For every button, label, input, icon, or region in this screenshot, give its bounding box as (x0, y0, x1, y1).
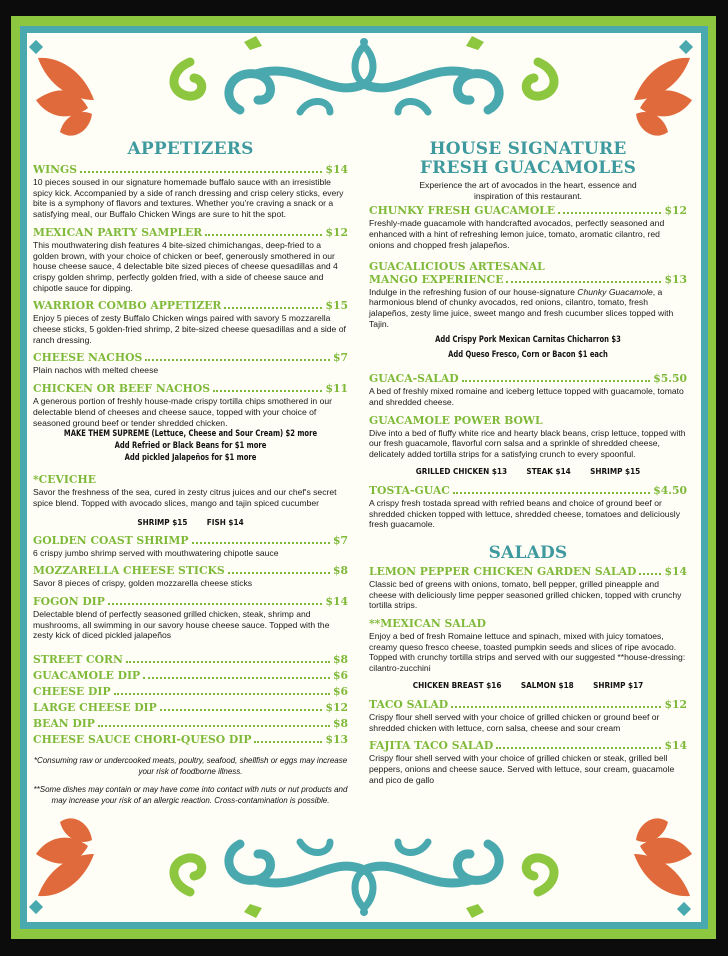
item-name: MEXICAN PARTY SAMPLER (33, 225, 203, 239)
item-description: Savor 8 pieces of crispy, golden mozzarella cheese sticks (33, 578, 253, 589)
item-addon: MAKE THEM SUPREME (Lettuce, Cheese and Sour Cream) $2 more (63, 429, 318, 440)
item-price: $6 (332, 669, 348, 683)
menu-item-sampler (33, 226, 348, 294)
item-option: SALMON $18 (520, 679, 574, 690)
item-description: Enjoy a bed of fresh Romaine lettuce and spinach, mixed with juicy tomatoes, creamy queso fresco cheese, toasted pumpkin seeds and slices of ripe avocado. Topped with crunchy tortilla strips and served with our suggested **house-dressing: cilantro-zucchini (369, 631, 686, 674)
item-name: BEAN DIP (33, 717, 95, 731)
item-name: LARGE CHEESE DIP (33, 701, 157, 715)
item-price: $11 (325, 382, 348, 396)
item-name: WARRIOR COMBO APPETIZER (33, 299, 222, 313)
item-price: $14 (325, 163, 348, 176)
item-name: GUACAMOLE POWER BOWL (369, 413, 543, 427)
menu-item-mozzarella (33, 564, 348, 589)
item-addon: Add Queso Fresco, Corn or Bacon $1 each (448, 350, 608, 361)
item-description: Indulge in the refreshing fusion of our house-signature Chunky Guacamole, a harmonious blend of chunky avocados, red onions, cilantro, tomato, fresh jalapeños, zesty lime juice, sweet mango and fresh cucumber slices topped with Tajin. (369, 286, 674, 329)
menu-item-cb-nachos (33, 382, 348, 464)
item-option: GRILLED CHICKEN $13 (415, 465, 508, 476)
menu-item-tosta-guac (369, 484, 687, 530)
item-description: Savor the freshness of the sea, cured in zesty citrus juices and our chef's secret spice blend. Topped with avocado slices, mango and tajin spiced cucumber (33, 487, 337, 508)
item-price: $12 (664, 204, 687, 218)
item-price: $6 (332, 685, 348, 699)
guacamole-intro: Experience the art of avocados in the heart, essence and inspiration of this restaurant. (419, 180, 637, 201)
item-description: Plain nachos with melted cheese (33, 365, 159, 376)
menu-item-wings (33, 163, 348, 220)
guacamole-heading-1: HOUSE SIGNATURE (429, 139, 627, 159)
item-description: Crispy flour shell served with your choice of grilled chicken or ground beef or shredded chicken with lettuce, corn salsa, cheese and sour cream (369, 711, 660, 733)
item-description: Enjoy 5 pieces of zesty Buffalo Chicken wings paired with savory 5 mozzarella cheese sticks, 5 golden-fried shrimp, 2 bite-sized cheese quesadillas and a side of ranch dressing. (33, 313, 346, 345)
item-option: FISH $14 (206, 516, 244, 527)
appetizers-heading: APPETIZERS (127, 139, 254, 159)
allergen-warning: **Some dishes may contain or may have come into contact with nuts or nut products and may increase your risk of an allergic reaction. Cross-contamination is possible. (33, 785, 348, 805)
menu-item-artisanal-guac (369, 260, 687, 364)
item-name: FAJITA TACO SALAD (369, 739, 494, 753)
item-name: WINGS (33, 163, 78, 176)
bottom-scroll-ornament-icon (174, 842, 554, 908)
item-name: MOZZARELLA CHEESE STICKS (33, 564, 225, 578)
item-name: FOGON DIP (33, 595, 105, 609)
item-price: $13 (325, 733, 348, 747)
item-description: A crispy fresh tostada spread with refried beans and choice of ground beef or shredded chicken topped with lettuce, shredded cheese, tomatoes and deliciously fresh guacamole. (369, 497, 681, 530)
item-price: $15 (325, 299, 348, 313)
menu-item-ceviche (33, 473, 348, 526)
item-price: $14 (325, 595, 348, 609)
item-description: Dive into a bed of fluffy white rice and hearty black beans, crisp lettuce, topped with our fresh guacamole, flavorful corn salsa and a sprinkle of shredded cheese, delicately added tortilla strips for a satisfying crunch to every spoonful. (369, 427, 686, 460)
menu-item-taco-salad (369, 698, 687, 733)
item-name: CHEESE SAUCE CHORI-QUESO DIP (33, 733, 252, 747)
item-option: CHICKEN BREAST $16 (412, 679, 502, 690)
item-name: MANGO EXPERIENCE (369, 272, 504, 286)
top-left-petals-icon (36, 58, 94, 136)
menu-item-guaca-salad (369, 372, 687, 407)
item-description: Delectable blend of perfectly seasoned grilled chicken, steak, shrimp and mushrooms, all swimming in our savory house cheese sauce. Topped with the zesty kick of diced pickled jalapeños (33, 609, 330, 641)
item-price: $14 (664, 739, 687, 753)
menu-item-power-bowl (369, 414, 687, 476)
item-price: $5.50 (653, 372, 687, 386)
item-name: CHEESE NACHOS (33, 351, 143, 365)
foodborne-warning: *Consuming raw or undercooked meats, poultry, seafood, shellfish or eggs may increase your risk of foodborne illness. (33, 756, 348, 776)
item-name: *CEVICHE (33, 473, 96, 487)
menu-item-bean-dip (33, 717, 348, 730)
item-name: **MEXICAN SALAD (369, 617, 487, 631)
item-name: CHUNKY FRESH GUACAMOLE (369, 204, 556, 218)
item-description: A generous portion of freshly house-made crispy tortilla chips smothered in our delectable blend of cheeses and cheese sauce, topped with your choice of seasoned ground beef or tender shredded chicken. (33, 396, 333, 428)
item-price: $4.50 (653, 483, 687, 497)
menu-item-fogon (33, 595, 348, 641)
menu-item-large-cheese-dip (33, 701, 348, 714)
menu-item-cheese-dip (33, 685, 348, 698)
appetizers-column (33, 140, 348, 806)
menu-item-cheese-nachos (33, 351, 348, 376)
item-name: LEMON PEPPER CHICKEN GARDEN SALAD (369, 564, 637, 578)
item-name: TOSTA-GUAC (369, 483, 450, 497)
item-name: TACO SALAD (369, 697, 449, 711)
item-description: A bed of freshly mixed romaine and iceberg lettuce topped with guacamole, tomato and shredded cheese. (369, 386, 684, 408)
menu-item-mexican-salad (369, 617, 687, 690)
item-price: $8 (332, 564, 348, 578)
item-option: SHRIMP $17 (593, 679, 644, 690)
guacamole-heading-2: FRESH GUACAMOLES (419, 158, 637, 178)
item-description: 10 pieces soused in our signature homemade buffalo sauce with an irresistible spicy kick. Accompanied by a side of ranch dressing and crisp celery sticks, every bite is a symphony of flavors and textures. Whether you're craving a snack or a satisfying meal, our Buffalo Chicken Wings are sure to hit the spot. (33, 177, 344, 220)
item-price: $12 (325, 225, 348, 239)
bottom-right-petals-icon (634, 818, 692, 896)
item-description: Crispy flour shell served with your choice of grilled chicken or steak, grilled bell peppers, onions and cheese sauce. Served with lettuce, sour cream, guacamole and pico de gallo (369, 753, 675, 785)
menu-item-lemon-salad (369, 565, 687, 611)
item-description: Classic bed of greens with onions, tomato, bell pepper, grilled pineapple and cheese with deliciously lime pepper seasoned grilled chicken, topped with crunchy tortilla strips. (369, 578, 682, 611)
item-name: CHEESE DIP (33, 685, 111, 699)
menu-item-fajita-taco-salad (369, 739, 687, 785)
item-price: $8 (332, 717, 348, 731)
item-option: SHRIMP $15 (590, 465, 641, 476)
item-description: Freshly-made guacamole with handcrafted avocados, perfectly seasoned and enhanced with a hint of refreshing lemon juice, tomato, aromatic cilantro, red onions and chopped fresh jalapeños. (369, 218, 665, 250)
item-name: GUACA-SALAD (369, 372, 459, 386)
menu-item-golden-shrimp (33, 534, 348, 559)
top-right-petals-icon (634, 58, 692, 136)
item-price: $12 (664, 697, 687, 711)
item-price: $14 (664, 564, 687, 578)
item-option: SHRIMP $15 (137, 516, 188, 527)
item-name: GOLDEN COAST SHRIMP (33, 533, 189, 547)
item-price: $8 (332, 653, 348, 667)
menu-item-chori-queso (33, 733, 348, 746)
item-name: GUACALICIOUS ARTESANAL (369, 259, 545, 273)
item-addon: Add Crispy Pork Mexican Carnitas Chicharron $3 (435, 335, 621, 346)
menu-item-warrior (33, 299, 348, 345)
menu-item-guac-dip (33, 669, 348, 682)
item-addon: Add pickled Jalapeños for $1 more (124, 453, 257, 464)
item-addon: Add Refried or Black Beans for $1 more (114, 441, 267, 452)
guacamole-salads-column (369, 140, 687, 785)
item-description: This mouthwatering dish features 4 bite-sized chimichangas, deep-fried to a golden brown, with your choice of chicken or beef, generously smothered in our house cheese sauce, 4 delectable bite sized pieces of cheese quesadillas and 4 crispy golden shrimp, perfectly golden fried, with a side of cheese sauce and chipotle sauce for dipping. (33, 239, 338, 293)
bottom-left-petals-icon (36, 818, 94, 896)
item-option: STEAK $14 (526, 465, 571, 476)
salads-heading: SALADS (488, 542, 568, 563)
item-price: $7 (332, 533, 348, 547)
item-description: 6 crispy jumbo shrimp served with mouthwatering chipotle sauce (33, 547, 279, 558)
item-name: GUACAMOLE DIP (33, 669, 141, 683)
top-scroll-ornament-icon (174, 46, 554, 112)
menu-item-chunky-guac (369, 204, 687, 250)
item-name: STREET CORN (33, 653, 123, 667)
item-price: $12 (325, 701, 348, 715)
item-name: CHICKEN OR BEEF NACHOS (33, 382, 211, 396)
item-price: $13 (664, 272, 687, 286)
menu-item-street-corn (33, 653, 348, 666)
item-price: $7 (332, 351, 348, 365)
